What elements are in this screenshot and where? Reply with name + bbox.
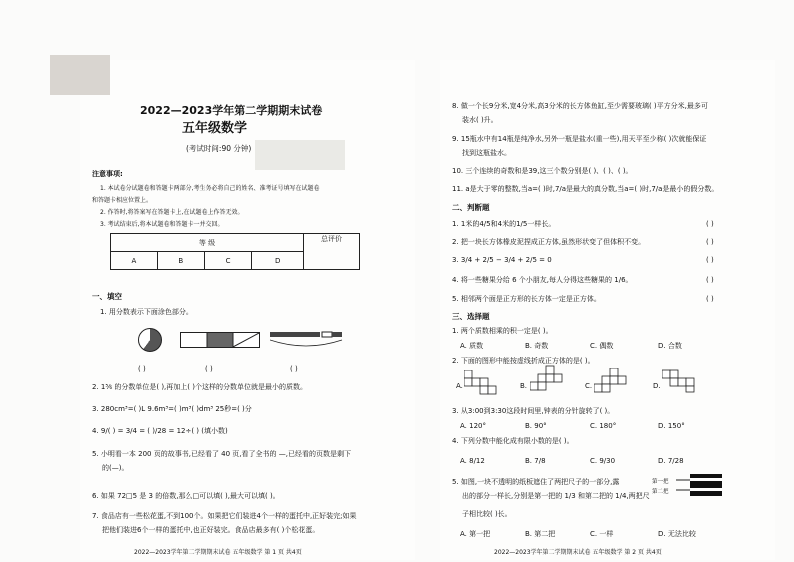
ruler-1-label: 第一把 (652, 479, 669, 485)
segment-bar-figure (270, 330, 348, 354)
question-3: 3. 280cm³=( )L 9.6m³=( )m³( )dm³ 25秒=( )分 (92, 405, 252, 413)
exam-title: 2022—2023学年第二学期期末试卷 (140, 104, 323, 117)
choice-question-5-line-1: 5. 如图,一块不透明的纸板遮住了两把尺子的一部分,露 (452, 478, 620, 486)
note-line: 2. 作答时,将答案写在答题卡上,在试题卷上作答无效。 (100, 209, 244, 216)
section-fill-blank: 一、填空 (92, 292, 122, 301)
choice-option: B. 奇数 (525, 342, 549, 350)
choice-option: A. 第一把 (460, 530, 491, 538)
choice-question-1: 1. 两个质数相乘的积一定是( )。 (452, 327, 553, 335)
choice-option: C. 180° (590, 422, 617, 430)
question-8-line-1: 8. 做一个长9分米,宽4分米,高3分米的长方体鱼缸,至少需要玻璃( )平方分米,最多可 (452, 102, 708, 110)
note-line: 1. 本试卷分试题卷和答题卡两部分,考生务必将自己的姓名、准考证号填写在试题卷 (100, 185, 320, 192)
judge-item: 3. 3/4 + 2/5 − 3/4 + 2/5 = 0 (452, 256, 552, 264)
section-true-false: 二、判断题 (452, 203, 490, 212)
grade-level: C (204, 252, 252, 270)
judge-item: 4. 将一些糖果分给 6 个小朋友,每人分得这些糖果的 1/6。 (452, 276, 633, 284)
question-1: 1. 用分数表示下面涂色部分。 (100, 308, 193, 316)
choice-option: D. (653, 382, 661, 390)
cube-net-d-figure (662, 366, 702, 394)
grade-header: 等 级 (111, 234, 304, 252)
choice-option: C. (585, 382, 593, 390)
question-9-line-1: 9. 15瓶水中有14瓶是纯净水,另外一瓶是盐水(重一些),用天平至少称( )次就能保证 (452, 135, 707, 143)
cube-net-a-figure (464, 370, 504, 398)
judge-answer-mark: ( ) (706, 276, 714, 284)
question-4: 4. 9/( ) = 3/4 = ( )/28 = 12÷( ) (填小数) (92, 427, 228, 435)
notes-heading: 注意事项: (92, 170, 123, 178)
note-line: 和答题卡相应位置上。 (92, 197, 153, 204)
judge-answer-mark: ( ) (706, 238, 714, 246)
choice-question-5-line-2: 出的部分一样长,分别是第一把的 1/3 和第二把的 1/4,两把尺 (462, 492, 650, 500)
note-line: 3. 考试结束后,将本试题卷和答题卡一并交回。 (100, 221, 224, 228)
question-6: 6. 如果 72□5 是 3 的倍数,那么□可以填( ),最大可以填( )。 (92, 492, 280, 500)
scan-artifact (50, 55, 110, 95)
page-footer: 2022—2023学年第二学期期末试卷 五年级数学 第 2 页 共4页 (494, 549, 662, 556)
question-8-line-2: 装水( )升。 (462, 116, 498, 124)
question-7-line-1: 7. 食品店有一些松花蛋,不到100个。如果把它们装进4个一样的蛋托中,正好装完;如果 (92, 512, 357, 520)
choice-option: C. 偶数 (590, 342, 614, 350)
choice-question-5-line-3: 子相比较( )长。 (462, 510, 512, 518)
total-evaluation-header: 总评价 (304, 234, 360, 270)
judge-item: 5. 相邻两个面是正方形的长方体一定是正方体。 (452, 295, 601, 303)
choice-option: C. 一样 (590, 530, 614, 538)
question-2: 2. 1⁵⁄₆ 的分数单位是( ),再加上( )个这样的分数单位就是最小的质数。 (92, 383, 307, 391)
section-multiple-choice: 三、选择题 (452, 312, 490, 321)
choice-option: B. 90° (525, 422, 547, 430)
choice-option: D. 150° (658, 422, 685, 430)
grade-level: A (111, 252, 158, 270)
choice-option: B. 第二把 (525, 530, 556, 538)
shaded-circle-figure (138, 328, 162, 352)
choice-option: B. 7/8 (525, 457, 546, 465)
question-10: 10. 三个连续的奇数和是39,这三个数分别是( )、( )、( )。 (452, 167, 633, 175)
choice-option: A. (456, 382, 463, 390)
question-11: 11. a是大于零的整数,当a=( )时,7/a是最大的真分数,当a=( )时,7/a是最小的假分数。 (452, 185, 719, 193)
exam-page-1 (80, 60, 415, 560)
cube-net-b-figure (530, 364, 570, 392)
ruler-2-label: 第二把 (652, 489, 669, 495)
choice-option: D. 合数 (658, 342, 682, 350)
question-9-line-2: 找到这瓶盐水。 (462, 149, 511, 157)
judge-answer-mark: ( ) (706, 256, 714, 264)
answer-blank: ( ) (205, 365, 213, 373)
choice-option: D. 无法比较 (658, 530, 696, 538)
choice-option: A. 质数 (460, 342, 484, 350)
answer-blank: ( ) (138, 365, 146, 373)
grade-level: B (157, 252, 204, 270)
grade-table (110, 233, 360, 270)
choice-option: A. 8/12 (460, 457, 485, 465)
grade-level: D (252, 252, 304, 270)
exam-time: (考试时间:90 分钟) (186, 144, 252, 153)
question-5-line-1: 5. 小明看一本 200 页的故事书,已经看了 40 页,看了全书的 —,已经看的页数是剩下 (92, 450, 351, 458)
choice-option: C. 9/30 (590, 457, 616, 465)
choice-option: B. (520, 382, 528, 390)
choice-question-3: 3. 从3:00到3:30这段时间里,钟表的分针旋转了( )。 (452, 407, 615, 415)
question-7-line-2: 把他们装进6个一样的蛋托中,也正好装完。食品店最多有( )个松花蛋。 (102, 526, 320, 534)
choice-question-2: 2. 下面的图形中能按虚线折成正方体的是( )。 (452, 357, 595, 365)
choice-question-4: 4. 下列分数中能化成有限小数的是( )。 (452, 437, 574, 445)
shaded-rectangle-figure (180, 332, 260, 348)
judge-item: 2. 把一块长方体橡皮泥捏成正方体,虽然形状变了但体积不变。 (452, 238, 646, 246)
choice-option: D. 7/28 (658, 457, 684, 465)
exam-subject: 五年级数学 (182, 121, 248, 136)
question-5-line-2: 的(—)。 (102, 464, 129, 472)
covered-rulers-figure (676, 472, 724, 498)
judge-answer-mark: ( ) (706, 220, 714, 228)
answer-blank: ( ) (290, 365, 298, 373)
judge-item: 1. 1米的4/5和4米的1/5一样长。 (452, 220, 556, 228)
page-footer: 2022—2023学年第二学期期末试卷 五年级数学 第 1 页 共4页 (134, 549, 302, 556)
exam-page-2 (440, 60, 775, 560)
scan-artifact (255, 140, 345, 170)
choice-option: A. 120° (460, 422, 486, 430)
cube-net-c-figure (594, 368, 634, 396)
judge-answer-mark: ( ) (706, 295, 714, 303)
